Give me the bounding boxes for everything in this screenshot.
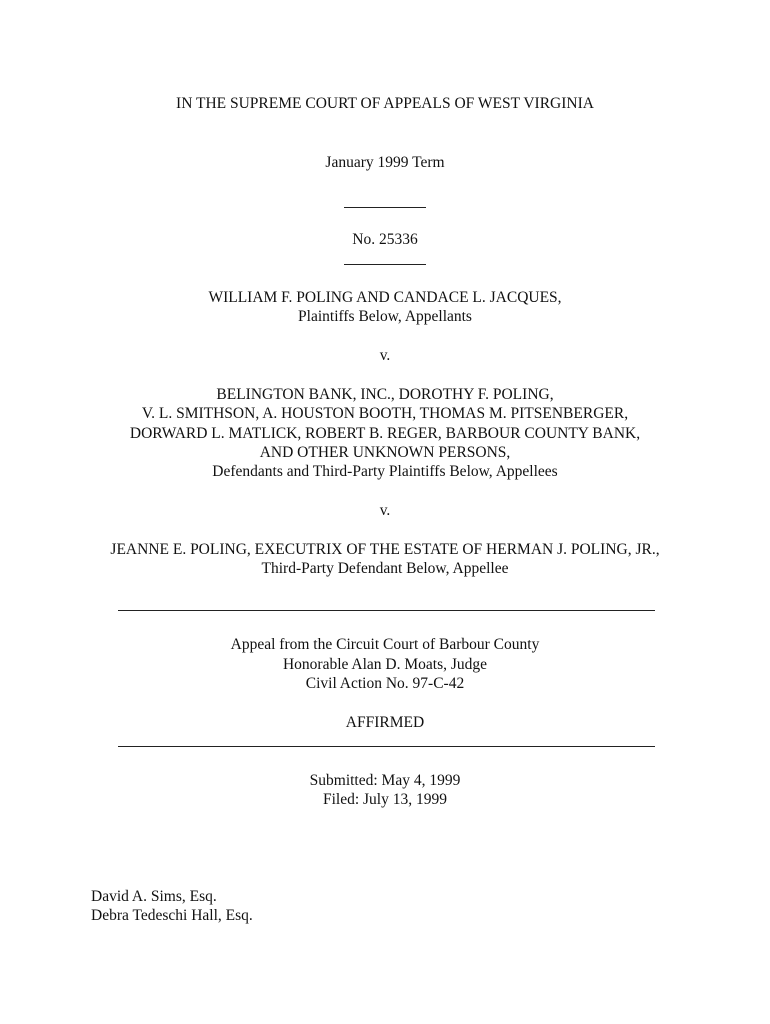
counsel-name: David A. Sims, Esq. — [91, 888, 217, 905]
term: January 1999 Term — [325, 154, 445, 171]
appellants-names: WILLIAM F. POLING AND CANDACE L. JACQUES, — [208, 289, 562, 306]
appeal-court: Appeal from the Circuit Court of Barbour County — [230, 636, 540, 653]
filed-date: Filed: July 13, 1999 — [322, 791, 447, 808]
civil-action-number: Civil Action No. 97-C-42 — [305, 675, 465, 692]
divider — [118, 746, 655, 747]
versus: v. — [379, 347, 391, 364]
third-party-role: Third-Party Defendant Below, Appellee — [261, 560, 509, 577]
counsel-name: Debra Tedeschi Hall, Esq. — [91, 907, 253, 924]
submitted-date: Submitted: May 4, 1999 — [309, 772, 461, 789]
disposition: AFFIRMED — [345, 714, 425, 731]
appellees-line: BELINGTON BANK, INC., DOROTHY F. POLING, — [216, 386, 554, 403]
court-heading: IN THE SUPREME COURT OF APPEALS OF WEST VIRGINIA — [176, 95, 594, 112]
appellees-line: AND OTHER UNKNOWN PERSONS, — [259, 444, 511, 461]
divider — [344, 207, 426, 208]
appeal-judge: Honorable Alan D. Moats, Judge — [282, 656, 488, 673]
case-number: No. 25336 — [352, 231, 418, 248]
appellants-role: Plaintiffs Below, Appellants — [298, 308, 472, 325]
third-party-names: JEANNE E. POLING, EXECUTRIX OF THE ESTATE OF HERMAN J. POLING, JR., — [110, 541, 660, 558]
versus: v. — [379, 502, 391, 519]
divider — [118, 610, 655, 611]
appellees-line: DORWARD L. MATLICK, ROBERT B. REGER, BARBOUR COUNTY BANK, — [129, 425, 641, 442]
appellees-role: Defendants and Third-Party Plaintiffs Below, Appellees — [212, 463, 558, 480]
appellees-line: V. L. SMITHSON, A. HOUSTON BOOTH, THOMAS M. PITSENBERGER, — [141, 405, 629, 422]
divider — [344, 264, 426, 265]
